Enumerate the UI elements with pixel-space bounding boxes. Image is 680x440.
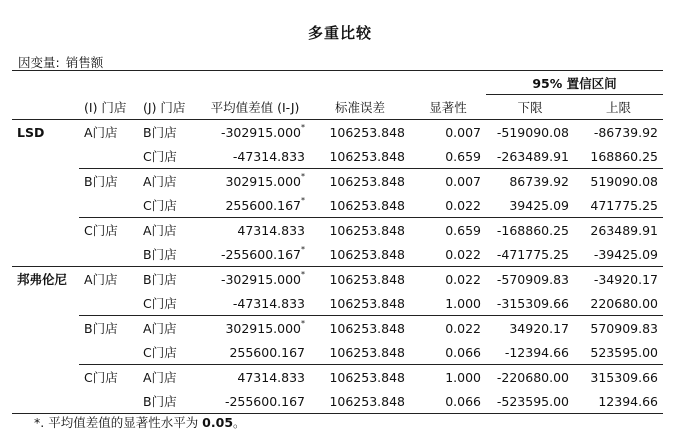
i-store-cell: A门店 <box>79 120 138 145</box>
lower-bound-cell: 39425.09 <box>509 197 569 213</box>
mean-diff-cell: -302915.000* <box>200 120 310 145</box>
i-store-cell <box>79 144 138 169</box>
significance-marker: * <box>301 269 305 279</box>
i-store-header: (I) 门店 <box>79 95 138 120</box>
upper-bound-cell: -86739.92 <box>574 120 663 145</box>
mean-diff-cell: -47314.833 <box>232 295 305 311</box>
upper-bound-cell: 519090.08 <box>574 169 663 194</box>
std-error-cell: 106253.848 <box>310 365 410 390</box>
i-store-cell <box>79 193 138 218</box>
method-cell: 邦弗伦尼 <box>12 267 79 292</box>
upper-bound-cell: 168860.25 <box>590 148 658 164</box>
upper-bound-cell: 263489.91 <box>574 218 663 243</box>
significance-header: 显著性 <box>410 95 486 120</box>
table-body <box>12 120 663 414</box>
mean-diff-cell: -255600.167 <box>200 389 310 414</box>
std-error-cell: 106253.848 <box>310 267 410 292</box>
significance-cell: 0.659 <box>410 218 486 243</box>
upper-bound-cell: -39425.09 <box>593 246 658 262</box>
std-error-cell: 106253.848 <box>329 344 405 360</box>
lower-bound-cell: -220680.00 <box>486 365 574 390</box>
table-row <box>12 218 663 243</box>
method-cell <box>12 242 79 267</box>
table-row <box>12 193 663 218</box>
std-error-cell: 106253.848 <box>310 316 410 341</box>
i-store-cell: B门店 <box>79 169 138 194</box>
i-store-cell: C门店 <box>79 218 138 243</box>
lower-bound-header: 下限 <box>486 95 574 120</box>
method-cell <box>12 144 79 169</box>
upper-bound-cell: 315309.66 <box>574 365 663 390</box>
method-cell <box>12 193 79 218</box>
significance-cell: 0.066 <box>410 389 486 414</box>
lower-bound-cell: -471775.25 <box>496 246 569 262</box>
significance-cell: 1.000 <box>410 365 486 390</box>
significance-marker: * <box>301 171 305 181</box>
j-store-cell: A门店 <box>138 365 200 390</box>
lower-bound-cell: 86739.92 <box>486 169 574 194</box>
table-row <box>12 169 663 194</box>
significance-marker: * <box>301 318 305 328</box>
method-cell <box>12 218 79 243</box>
std-error-cell: 106253.848 <box>329 295 405 311</box>
std-error-cell: 106253.848 <box>329 246 405 262</box>
j-store-cell: C门店 <box>143 198 177 213</box>
significance-cell: 0.066 <box>445 344 481 360</box>
dependent-variable <box>18 53 103 71</box>
method-cell <box>12 389 79 414</box>
mean-diff-cell: 47314.833 <box>200 218 310 243</box>
table-row <box>12 389 663 414</box>
std-error-cell: 106253.848 <box>329 148 405 164</box>
std-error-cell: 106253.848 <box>329 197 405 213</box>
significance-cell: 1.000 <box>445 295 481 311</box>
method-cell <box>12 365 79 390</box>
i-store-cell: B门店 <box>79 316 138 341</box>
j-store-header: (J) 门店 <box>138 95 200 120</box>
table-row <box>12 144 663 169</box>
lower-bound-cell: -519090.08 <box>486 120 574 145</box>
significance-marker: * <box>301 244 305 254</box>
mean-diff-cell: 255600.167* <box>225 195 305 213</box>
mean-diff-cell: -255600.167* <box>220 244 305 262</box>
table-row <box>12 365 663 390</box>
table-row <box>12 267 663 292</box>
i-store-cell <box>79 291 138 316</box>
j-store-cell: B门店 <box>143 247 177 262</box>
significance-cell: 0.007 <box>410 169 486 194</box>
significance-level: 0.05 <box>202 415 234 430</box>
i-store-cell: A门店 <box>79 267 138 292</box>
lower-bound-cell: -168860.25 <box>486 218 574 243</box>
i-store-cell <box>79 242 138 267</box>
mean-diff-cell: 47314.833 <box>200 365 310 390</box>
std-error-cell: 106253.848 <box>310 169 410 194</box>
i-store-cell <box>79 389 138 414</box>
mean-diff-cell: -302915.000* <box>200 267 310 292</box>
j-store-cell: C门店 <box>143 149 177 164</box>
upper-bound-cell: 523595.00 <box>590 344 658 360</box>
significance-cell: 0.022 <box>410 316 486 341</box>
table-row <box>12 120 663 145</box>
j-store-cell: A门店 <box>138 218 200 243</box>
dependent-variable-value: 销售额 <box>65 55 104 70</box>
footnote: *. 平均值差值的显著性水平为 0.05。 <box>34 415 246 430</box>
lower-bound-cell: -315309.66 <box>496 295 569 311</box>
dependent-variable-label: 因变量: <box>18 55 60 70</box>
ci-group-header: 95% 置信区间 <box>486 71 663 95</box>
significance-cell: 0.022 <box>445 246 481 262</box>
mean-diff-cell: -47314.833 <box>232 148 305 164</box>
method-cell <box>12 316 79 341</box>
method-cell <box>12 291 79 316</box>
i-store-cell: C门店 <box>79 365 138 390</box>
significance-cell: 0.022 <box>410 267 486 292</box>
method-cell <box>12 169 79 194</box>
table-row <box>12 291 663 316</box>
method-cell: LSD <box>12 120 79 145</box>
lower-bound-cell: 34920.17 <box>486 316 574 341</box>
mean-diff-header: 平均值差值 (I-J) <box>200 95 310 120</box>
upper-bound-cell: 220680.00 <box>590 295 658 311</box>
upper-bound-cell: 12394.66 <box>574 389 663 414</box>
i-store-cell <box>79 340 138 365</box>
significance-marker: * <box>301 122 305 132</box>
j-store-cell: A门店 <box>138 169 200 194</box>
j-store-cell: B门店 <box>138 120 200 145</box>
j-store-cell: B门店 <box>138 389 200 414</box>
table-row <box>12 340 663 365</box>
mean-diff-cell: 255600.167 <box>229 344 305 360</box>
lower-bound-cell: -263489.91 <box>496 148 569 164</box>
j-store-cell: C门店 <box>143 296 177 311</box>
mean-diff-cell: 302915.000* <box>200 169 310 194</box>
significance-cell: 0.659 <box>445 148 481 164</box>
significance-cell: 0.022 <box>445 197 481 213</box>
upper-bound-cell: 471775.25 <box>590 197 658 213</box>
method-cell <box>12 340 79 365</box>
significance-marker: * <box>301 195 305 205</box>
std-error-header: 标准误差 <box>310 95 410 120</box>
upper-bound-cell: 570909.83 <box>574 316 663 341</box>
lower-bound-cell: -12394.66 <box>504 344 569 360</box>
j-store-cell: A门店 <box>138 316 200 341</box>
j-store-cell: C门店 <box>143 345 177 360</box>
j-store-cell: B门店 <box>138 267 200 292</box>
lower-bound-cell: -523595.00 <box>486 389 574 414</box>
significance-cell: 0.007 <box>410 120 486 145</box>
multiple-comparisons-table <box>12 70 663 414</box>
upper-bound-header: 上限 <box>574 95 663 120</box>
std-error-cell: 106253.848 <box>310 389 410 414</box>
table-row <box>12 316 663 341</box>
std-error-cell: 106253.848 <box>310 218 410 243</box>
upper-bound-cell: -34920.17 <box>574 267 663 292</box>
std-error-cell: 106253.848 <box>310 120 410 145</box>
lower-bound-cell: -570909.83 <box>486 267 574 292</box>
table-title: 多重比较 <box>307 24 372 42</box>
table-row <box>12 242 663 267</box>
mean-diff-cell: 302915.000* <box>200 316 310 341</box>
